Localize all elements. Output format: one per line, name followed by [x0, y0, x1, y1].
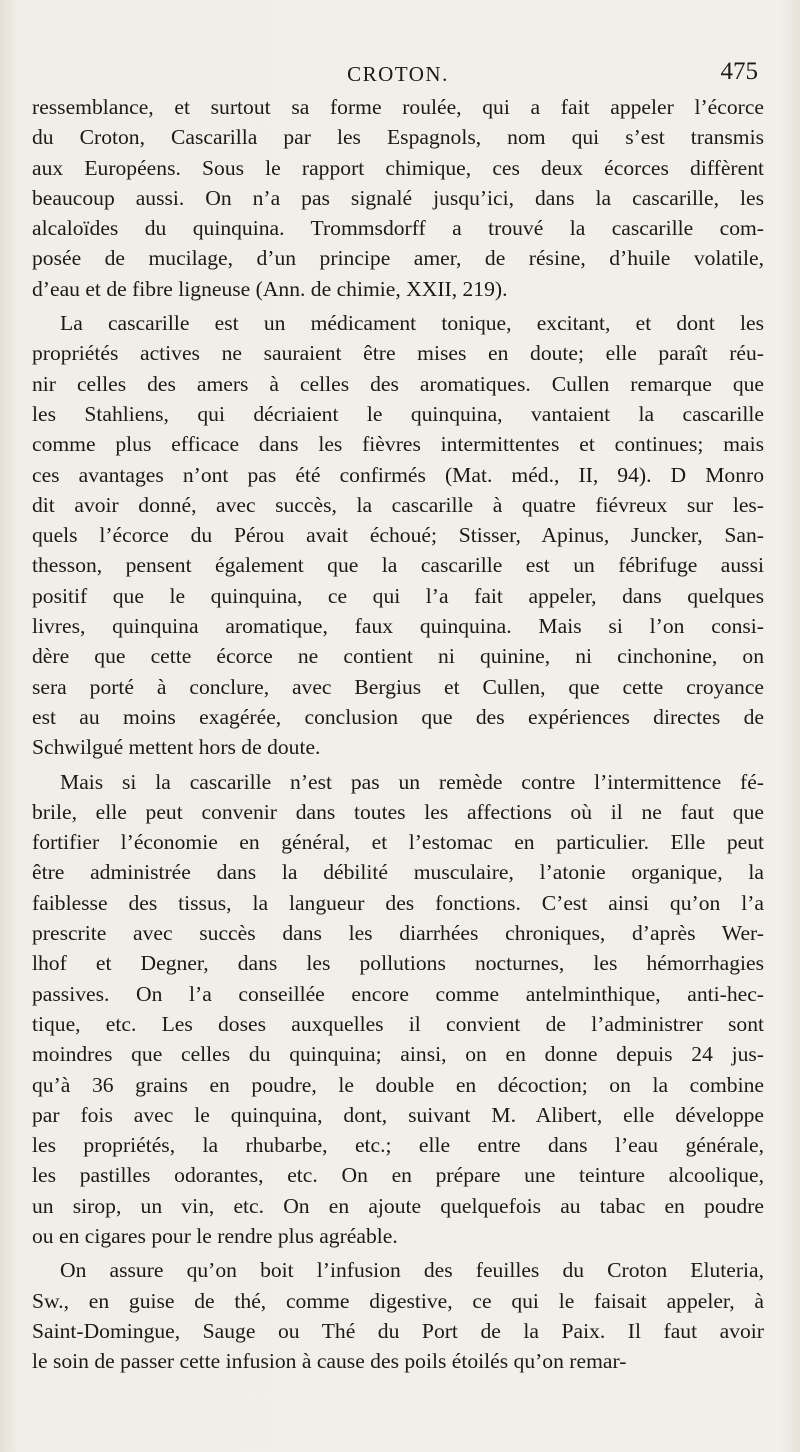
- text-line: être administrée dans la débilité musculaire, l’atonie organique, la: [32, 860, 764, 885]
- text-line: qu’à 36 grains en poudre, le double en décoction; on la combine: [32, 1072, 764, 1097]
- text-line: brile, elle peut convenir dans toutes les affections où il ne faut que: [32, 799, 764, 824]
- text-line: alcaloïdes du quinquina. Trommsdorff a trouvé la cascarille com-: [32, 216, 764, 241]
- text-line: lhof et Degner, dans les pollutions nocturnes, les hémorrhagies: [32, 951, 764, 976]
- text-line: tique, etc. Les doses auxquelles il convient de l’administrer sont: [32, 1011, 764, 1036]
- text-line: ou en cigares pour le rendre plus agréable.: [32, 1223, 398, 1248]
- text-line: Schwilgué mettent hors de doute.: [32, 735, 321, 760]
- text-line: La cascarille est un médicament tonique, excitant, et dont les: [60, 311, 764, 336]
- text-line: les propriétés, la rhubarbe, etc.; elle entre dans l’eau générale,: [32, 1133, 764, 1158]
- text-line: ressemblance, et surtout sa forme roulée, qui a fait appeler l’écorce: [32, 95, 764, 119]
- text-line: comme plus efficace dans les fièvres intermittentes et continues; mais: [32, 432, 764, 457]
- text-line: aux Européens. Sous le rapport chimique, ces deux écorces diffèrent: [32, 155, 764, 180]
- text-line: thesson, pensent également que la cascarille est un fébrifuge aussi: [32, 553, 764, 578]
- paragraph: [32, 767, 764, 1252]
- text-line: du Croton, Cascarilla par les Espagnols, nom qui s’est transmis: [32, 125, 764, 150]
- text-line: quels l’écorce du Pérou avait échoué; Stisser, Apinus, Juncker, San-: [32, 523, 764, 548]
- text-line: dère que cette écorce ne contient ni quinine, ni cinchonine, on: [32, 644, 764, 669]
- running-title: CROTON.: [347, 62, 449, 86]
- text-line: faiblesse des tissus, la langueur des fonctions. C’est ainsi qu’on l’a: [32, 890, 764, 915]
- text-line: dit avoir donné, avec succès, la cascarille à quatre fiévreux sur les-: [32, 492, 764, 517]
- paragraph: [32, 1255, 764, 1376]
- text-line: prescrite avec succès dans les diarrhées chroniques, d’après Wer-: [32, 921, 764, 946]
- text-body: [32, 92, 764, 1376]
- text-line: beaucoup aussi. On n’a pas signalé jusqu’ici, dans la cascarille, les: [32, 185, 764, 210]
- text-line: On assure qu’on boit l’infusion des feuilles du Croton Eluteria,: [60, 1258, 764, 1283]
- text-line: est au moins exagérée, conclusion que des expériences directes de: [32, 704, 764, 729]
- text-line: Saint-Domingue, Sauge ou Thé du Port de la Paix. Il faut avoir: [32, 1318, 764, 1343]
- paragraph: [32, 308, 764, 762]
- text-line: les pastilles odorantes, etc. On en prépare une teinture alcoolique,: [32, 1163, 764, 1188]
- text-line: propriétés actives ne sauraient être mises en doute; elle paraît réu-: [32, 341, 764, 366]
- text-line: livres, quinquina aromatique, faux quinquina. Mais si l’on consi-: [32, 614, 764, 639]
- text-line: les Stahliens, qui décriaient le quinquina, vantaient la cascarille: [32, 401, 764, 426]
- text-line: ces avantages n’ont pas été confirmés (Mat. méd., II, 94). D Monro: [32, 462, 764, 487]
- text-line: positif que le quinquina, ce qui l’a fait appeler, dans quelques: [32, 583, 764, 608]
- text-line: Mais si la cascarille n’est pas un remède contre l’intermittence fé-: [60, 769, 764, 794]
- paragraph: [32, 92, 764, 304]
- text-line: moindres que celles du quinquina; ainsi, on en donne depuis 24 jus-: [32, 1042, 764, 1067]
- text-line: Sw., en guise de thé, comme digestive, ce qui le faisait appeler, à: [32, 1288, 764, 1313]
- text-line: posée de mucilage, d’un principe amer, de résine, d’huile volatile,: [32, 246, 764, 271]
- text-line: par fois avec le quinquina, dont, suivant M. Alibert, elle développe: [32, 1102, 764, 1127]
- text-line: d’eau et de fibre ligneuse (Ann. de chimie, XXII, 219).: [32, 276, 508, 301]
- text-line: un sirop, un vin, etc. On en ajoute quelquefois au tabac en poudre: [32, 1193, 764, 1218]
- text-line: nir celles des amers à celles des aromatiques. Cullen remarque que: [32, 371, 764, 396]
- text-line: sera porté à conclure, avec Bergius et Cullen, que cette croyance: [32, 674, 764, 699]
- text-line: le soin de passer cette infusion à cause des poils étoilés qu’on remar-: [32, 1349, 627, 1374]
- text-line: passives. On l’a conseillée encore comme antelminthique, anti-hec-: [32, 981, 764, 1006]
- running-head: [32, 58, 764, 92]
- text-line: fortifier l’économie en général, et l’estomac en particulier. Elle peut: [32, 830, 764, 855]
- page-number: 475: [720, 58, 758, 85]
